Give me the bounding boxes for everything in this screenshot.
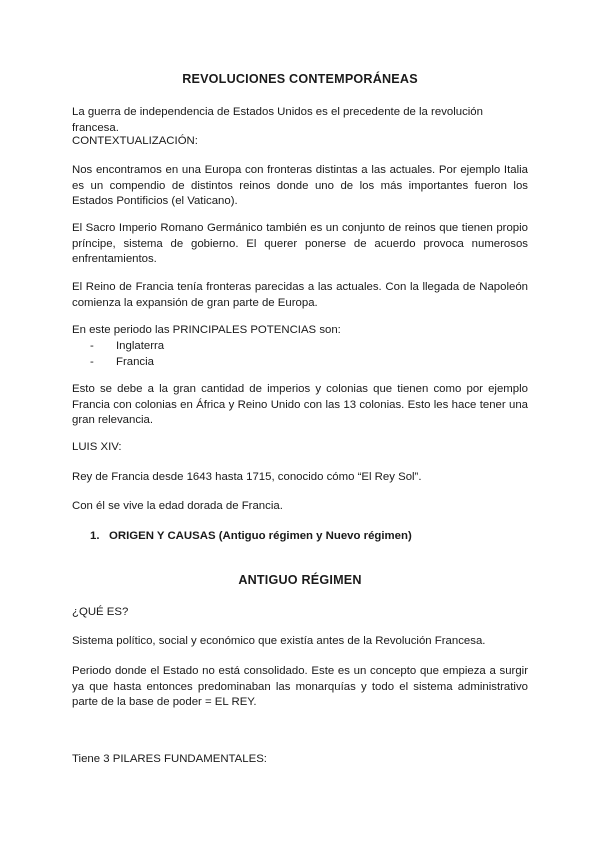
list-bullet: - bbox=[90, 356, 94, 368]
list-item-label: Francia bbox=[116, 356, 154, 368]
paragraph-imperios: Esto se debe a la gran cantidad de imperios y colonias que tienen como por ejemplo Francia con colonias en África y Reino Unido con las 13 colonias. Esto les hace tener una gran relevancia. bbox=[72, 383, 528, 426]
luis-label: LUIS XIV: bbox=[72, 441, 122, 453]
powers-list bbox=[90, 339, 164, 371]
paragraph-europe: Nos encontramos en una Europa con fronteras distintas a las actuales. Por ejemplo Italia es un compendio de distintos reinos donde uno de los más importantes fueron los Estados Pontificios (el Vaticano). bbox=[72, 164, 528, 207]
section-title: ORIGEN Y CAUSAS (Antiguo régimen y Nuevo régimen) bbox=[109, 530, 412, 542]
subtitle-antiguo-regimen: ANTIGUO RÉGIMEN bbox=[238, 573, 362, 587]
list-item-label: Inglaterra bbox=[116, 340, 165, 352]
document-title: REVOLUCIONES CONTEMPORÁNEAS bbox=[182, 72, 418, 86]
section-heading bbox=[90, 529, 412, 545]
intro-paragraph: La guerra de independencia de Estados Unidos es el precedente de la revolución francesa. bbox=[72, 106, 483, 134]
luis-paragraph: Rey de Francia desde 1643 hasta 1715, conocido cómo “El Rey Sol”. bbox=[72, 471, 422, 483]
definition-paragraph: Sistema político, social y económico que existía antes de la Revolución Francesa. bbox=[72, 635, 486, 647]
list-bullet: - bbox=[90, 340, 94, 352]
paragraph-reino-francia: El Reino de Francia tenía fronteras parecidas a las actuales. Con la llegada de Napoleón comienza la expansión de gran parte de Europa. bbox=[72, 281, 528, 309]
list-item bbox=[90, 339, 164, 355]
golden-age-paragraph: Con él se vive la edad dorada de Francia. bbox=[72, 500, 283, 512]
paragraph-potencias: En este periodo las PRINCIPALES POTENCIAS son: bbox=[72, 324, 341, 336]
question-heading: ¿QUÉ ES? bbox=[72, 606, 129, 618]
list-item bbox=[90, 355, 164, 371]
section-number: 1. bbox=[90, 530, 100, 542]
state-paragraph: Periodo donde el Estado no está consolidado. Este es un concepto que empieza a surgir ya que hasta entonces predominaban las monarquías y todo el sistema administrativo parte de la base de poder = EL REY. bbox=[72, 665, 528, 708]
paragraph-sacro-imperio: El Sacro Imperio Romano Germánico también es un conjunto de reinos que tienen propio príncipe, sistema de gobierno. El querer ponerse de acuerdo provoca numerosos enfrentamientos. bbox=[72, 222, 528, 265]
context-label: CONTEXTUALIZACIÓN: bbox=[72, 135, 198, 147]
pillars-heading: Tiene 3 PILARES FUNDAMENTALES: bbox=[72, 753, 267, 765]
